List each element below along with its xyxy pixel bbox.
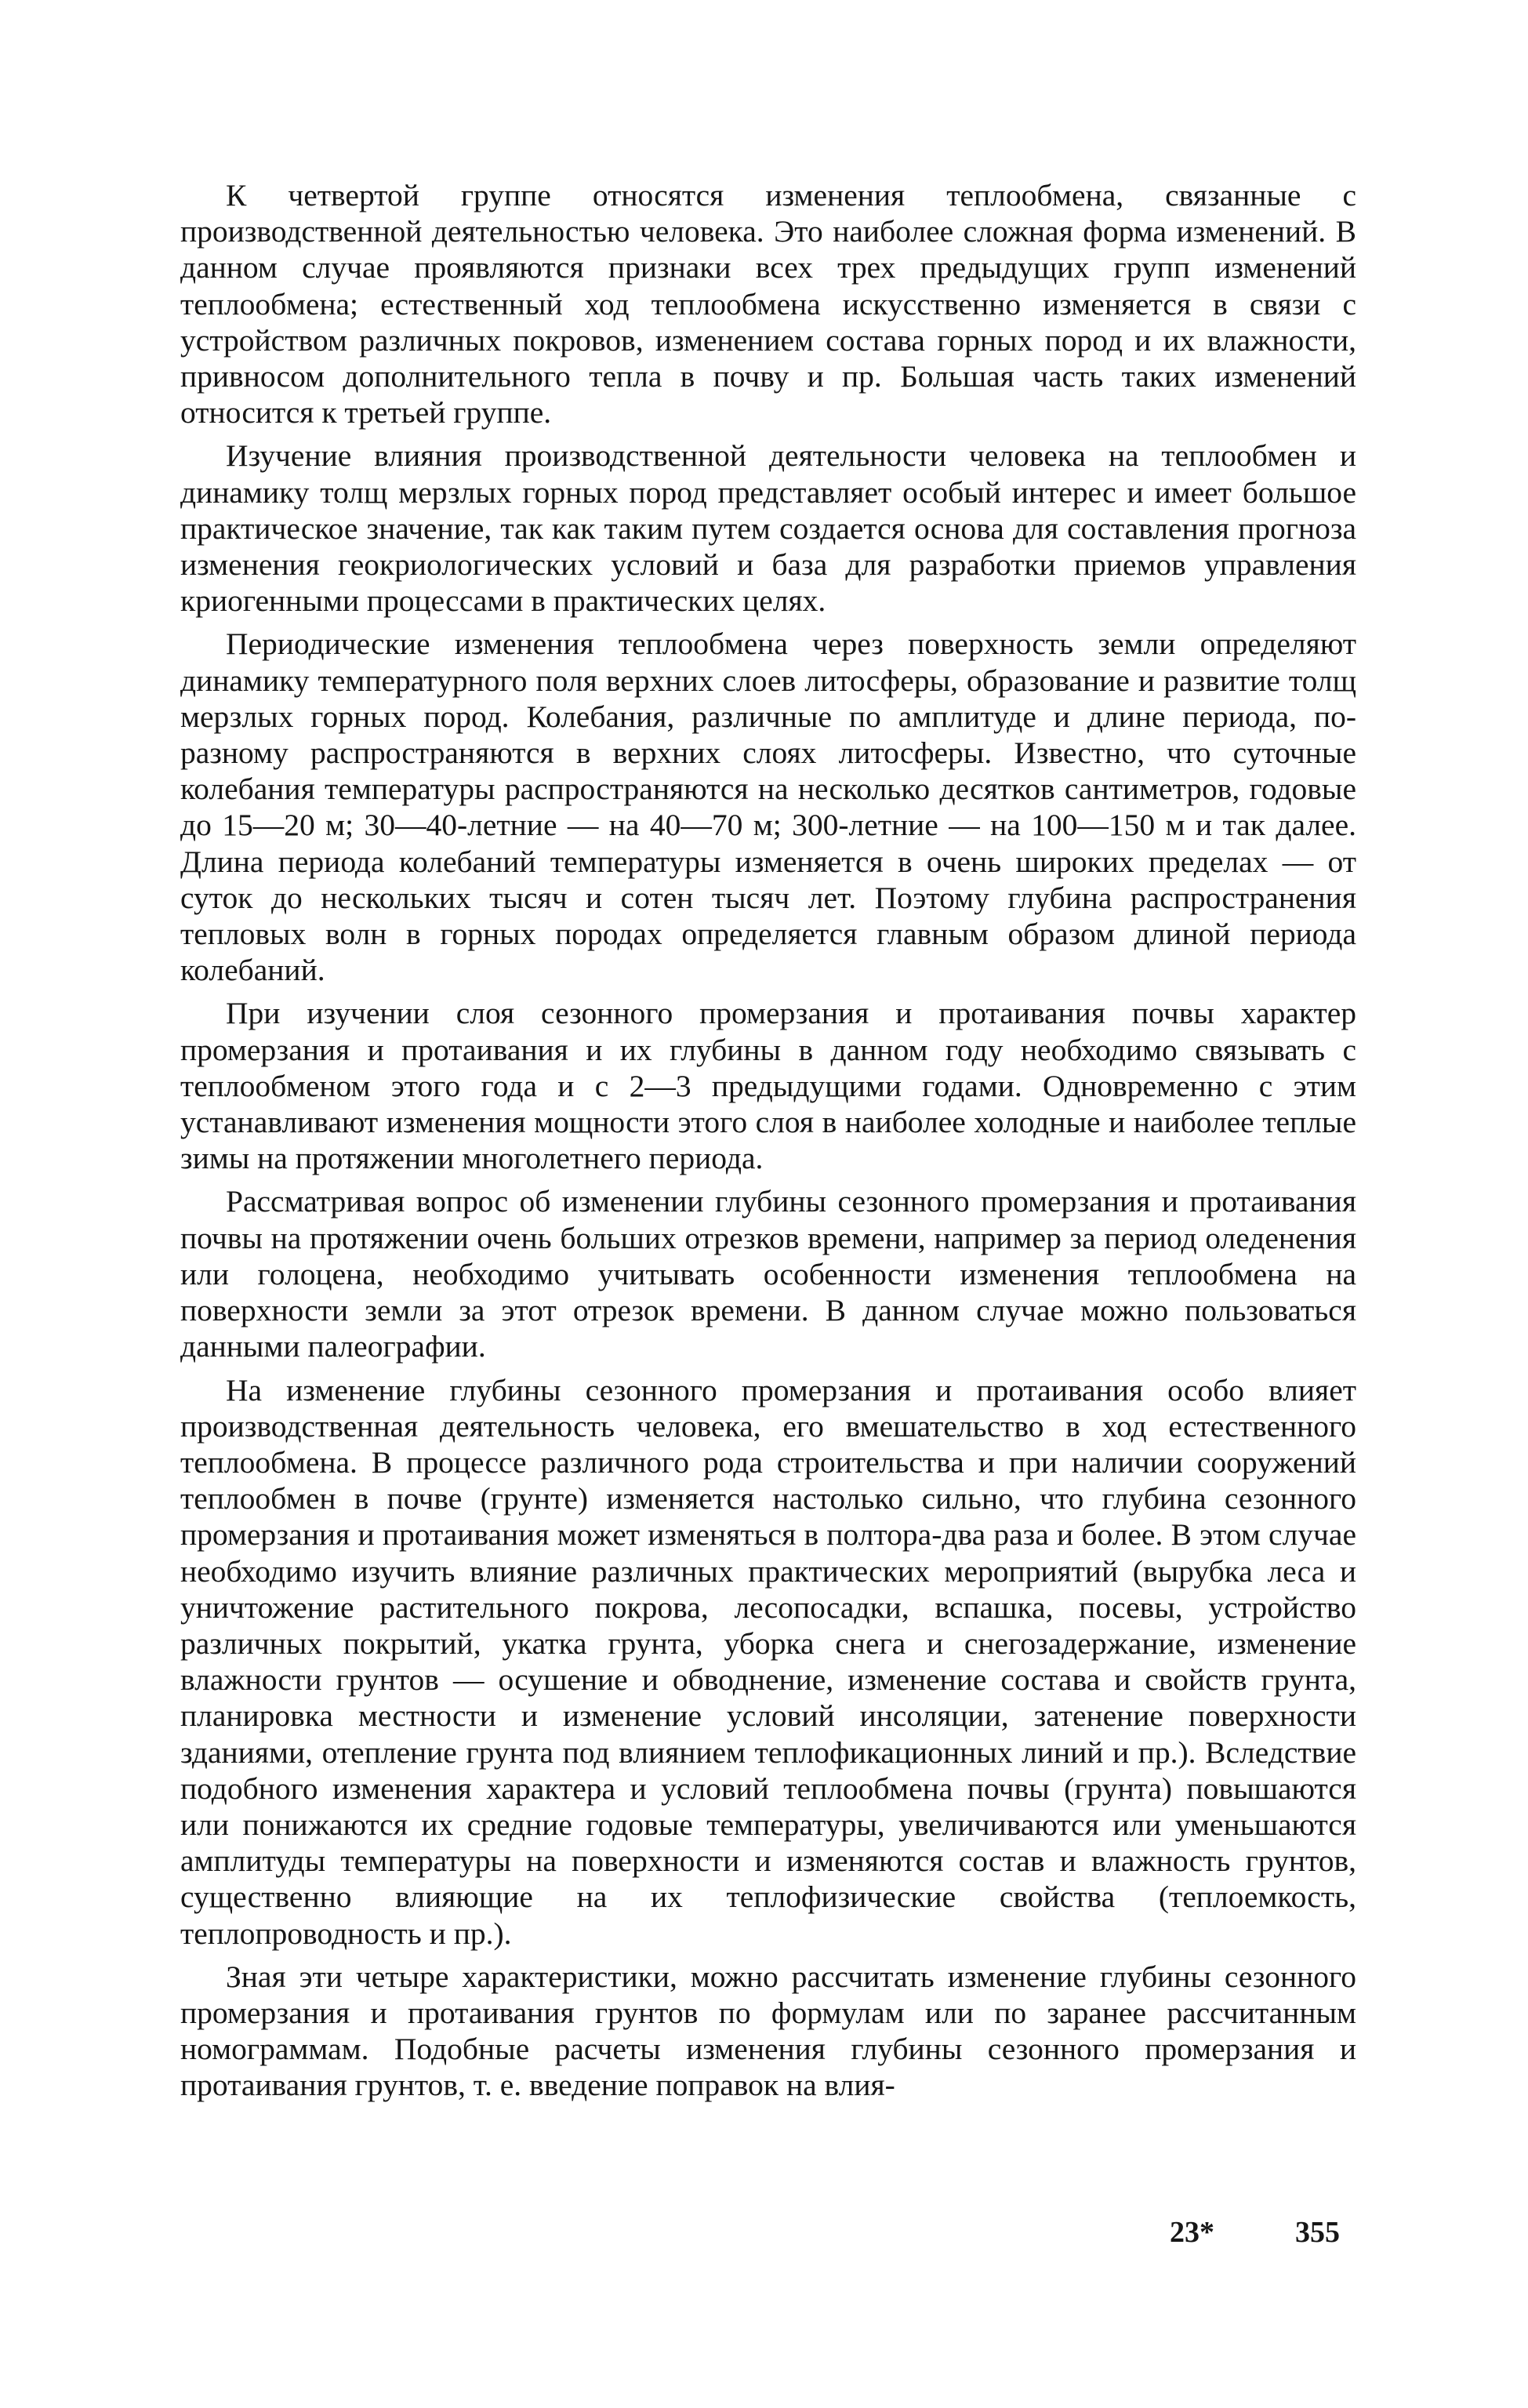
paragraph: Зная эти четыре характеристики, можно рассчитать изменение глубины сезонного промерзания и протаивания грунтов по формулам или по заранее рассчитанным номограммам. Подобные расчеты изменения глубины сезонного промерзания и протаивания грунтов, т. е. введение поправок на влия- <box>180 1959 1356 2103</box>
paragraph: На изменение глубины сезонного промерзания и протаивания особо влияет производственная деятельность человека, его вмешательство в ход естественного теплообмена. В процессе различного рода строительства и при наличии сооружений теплообмен в почве (грунте) изменяется настолько сильно, что глубина сезонного промерзания и протаивания может изменяться в полтора-два раза и более. В этом случае необходимо изучить влияние различных практических мероприятий (вырубка леса и уничтожение растительного покрова, лесопосадки, вспашка, посевы, устройство различных покрытий, укатка грунта, уборка снега и снегозадержание, изменение влажности грунтов — осушение и обводнение, изменение состава и свойств грунта, планировка местности и изменение условий инсоляции, затенение поверхности зданиями, отепление грунта под влиянием теплофикационных линий и пр.). Вследствие подобного изменения характера и условий теплообмена почвы (грунта) повышаются или понижаются их средние годовые температуры, увеличиваются или уменьшаются амплитуды температуры на поверхности и изменяются состав и влажность грунтов, существенно влияющие на их теплофизические свойства (теплоемкость, теплопроводность и пр.). <box>180 1372 1356 1951</box>
page-text <box>180 177 1356 2111</box>
paragraph: Рассматривая вопрос об изменении глубины сезонного промерзания и протаивания почвы на протяжении очень больших отрезков времени, например за период оледенения или голоцена, необходимо учитывать особенности изменения теплообмена на поверхности земли за этот отрезок времени. В данном случае можно пользоваться данными палеографии. <box>180 1184 1356 1364</box>
paragraph: К четвертой группе относятся изменения теплообмена, связанные с производственной деятельностью человека. Это наиболее сложная форма изменений. В данном случае проявляются признаки всех трех предыдущих групп изменений теплообмена; естественный ход теплообмена искусственно изменяется в связи с устройством различных покровов, изменением состава горных пород и их влажности, привносом дополнительного тепла в почву и пр. Большая часть таких изменений относится к третьей группе. <box>180 178 1356 430</box>
paragraph: При изучении слоя сезонного промерзания и протаивания почвы характер промерзания и протаивания и их глубины в данном году необходимо связывать с теплообменом этого года и с 2—3 предыдущими годами. Одновременно с этим устанавливают изменения мощности этого слоя в наиболее холодные и наиболее теплые зимы на протяжении многолетнего периода. <box>180 996 1356 1176</box>
paragraph: Изучение влияния производственной деятельности человека на теплообмен и динамику толщ мерзлых горных пород представляет особый интерес и имеет большое практическое значение, так как таким путем создается основа для составления прогноза изменения геокриологических условий и база для разработки приемов управления криогенными процессами в практических целях. <box>180 438 1356 619</box>
paragraph: Периодические изменения теплообмена через поверхность земли определяют динамику температурного поля верхних слоев литосферы, образование и развитие толщ мерзлых горных пород. Колебания, различные по амплитуде и длине периода, по-разному распространяются в верхних слоях литосферы. Известно, что суточные колебания температуры распространяются на несколько десятков сантиметров, годовые до 15—20 м; 30—40-летние — на 40—70 м; 300-летние — на 100—150 м и так далее. Длина периода колебаний температуры изменяется в очень широких пределах — от суток до нескольких тысяч и сотен тысяч лет. Поэтому глубина распространения тепловых волн в горных породах определяется главным образом длиной периода колебаний. <box>180 627 1356 988</box>
page-footer <box>180 2215 1356 2259</box>
printer-signature: 23* <box>1170 2216 1214 2249</box>
page-number: 355 <box>1295 2216 1340 2249</box>
